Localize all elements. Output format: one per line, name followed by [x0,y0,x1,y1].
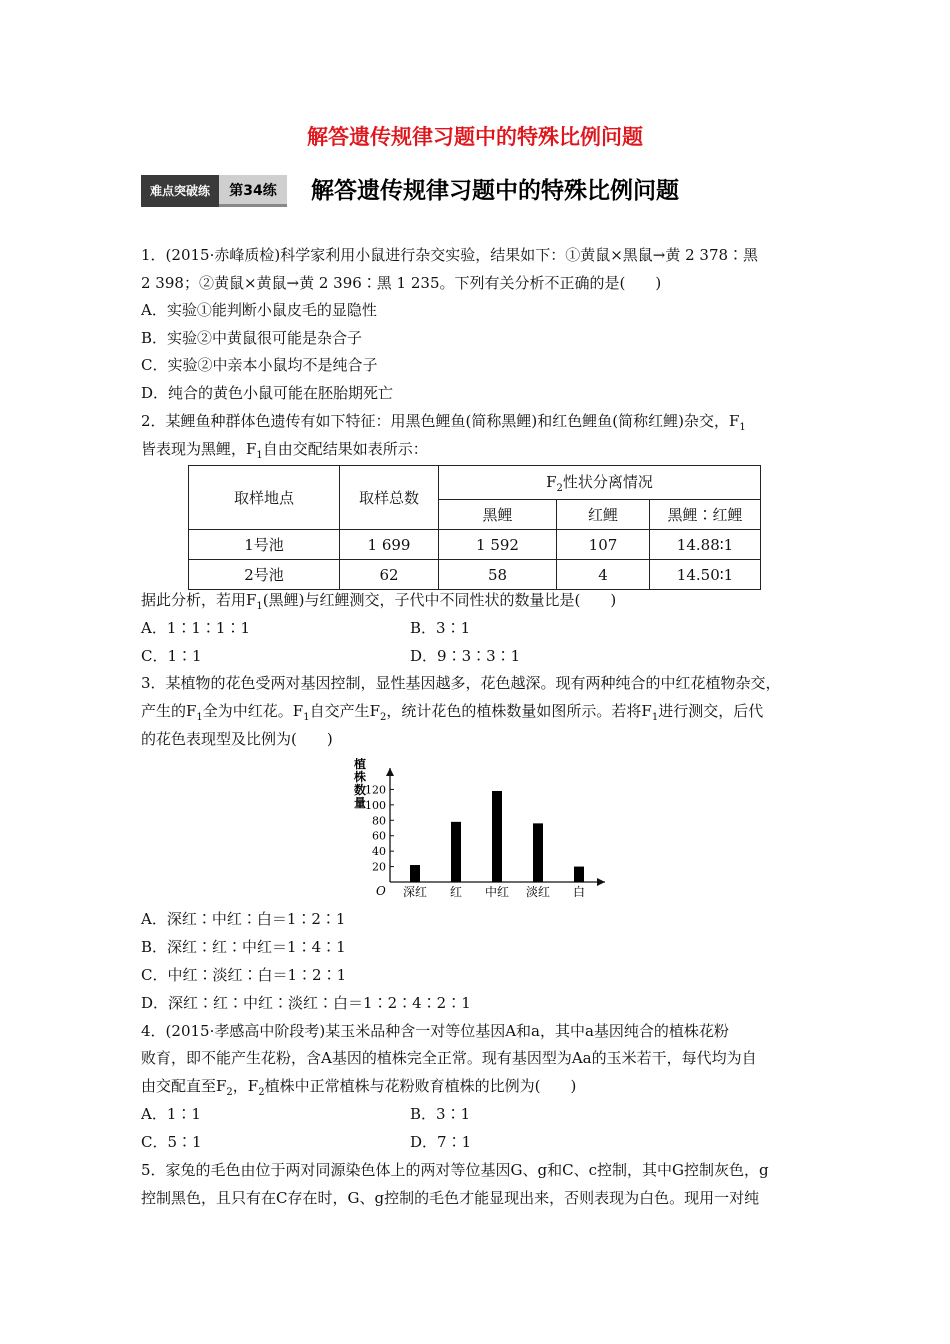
bar-0 [410,865,420,882]
banner-title: 解答遗传规律习题中的特殊比例问题 [311,178,679,204]
q3-option-b: B．深红∶红∶中红＝1∶4∶1 [141,938,346,956]
q2-option-d: D．9∶3∶3∶1 [410,647,521,665]
q3-option-c: C．中红∶淡红∶白＝1∶2∶1 [141,966,347,984]
q1-stem-line1: 1．(2015·赤峰质检)科学家利用小鼠进行杂交实验，结果如下：①黄鼠×黑鼠→黄 2 378∶黑 [141,246,759,264]
y-tick-label: 100 [365,798,386,812]
q2-option-c: C．1∶1 [141,647,202,665]
y-tick-label: 60 [372,829,386,843]
bar-1 [451,822,461,882]
th-total: 取样总数 [340,466,439,530]
exercise-banner [141,175,741,207]
y-axis-arrow [386,768,394,776]
q1-option-b: B．实验②中黄鼠很可能是杂合子 [141,329,363,347]
q2-option-a: A．1∶1∶1∶1 [141,619,251,637]
y-tick-label: 20 [372,860,386,874]
q4-stem-line2: 败育，即不能产生花粉，含A基因的植株完全正常。现有基因型为Aa的玉米若干，每代均为自 [141,1049,757,1067]
th-red: 红鲤 [557,500,650,530]
y-tick-label: 120 [365,783,386,797]
q5-stem-line2: 控制黑色，且只有在C存在时，G、g控制的毛色才能显现出来，否则表现为白色。现用一对纯 [141,1189,760,1207]
page-title: 解答遗传规律习题中的特殊比例问题 [307,125,643,149]
q3-option-d: D．深红∶红∶中红∶淡红∶白＝1∶2∶4∶2∶1 [141,994,471,1012]
q2-stem-line2: 皆表现为黑鲤，$F_1$自由交配结果如表所示： [141,440,428,461]
x-tick-label: 白 [572,885,586,899]
x-tick-label: 淡红 [525,885,551,899]
bar-4 [574,867,584,882]
q5-stem-line1: 5．家兔的毛色由位于两对同源染色体上的两对等位基因G、g和C、c控制，其中G控制灰色，g [141,1161,769,1179]
x-tick-label: 中红 [484,885,510,899]
th-f2: $F_2$性状分离情况 [439,466,761,500]
y-tick-label: 40 [372,845,386,859]
q3-stem-line2: 产生的$F_1$全为中红花。$F_1$自交产生$F_2$，统计花色的植株数量如图所示。若将$F_1$进行测交，后代 [141,702,764,723]
bar-3 [533,823,543,882]
q1-stem-line2: 2 398；②黄鼠×黄鼠→黄 2 396∶黑 1 235。下列有关分析不正确的是( ) [141,274,662,292]
q2-option-b: B．3∶1 [410,619,471,637]
y-tick-label: 80 [372,814,386,828]
table-row: 2号池 62 58 4 14.50∶1 [189,560,761,590]
th-ratio: 黑鲤∶红鲤 [650,500,761,530]
flower-color-bar-chart [340,758,612,904]
q4-option-d: D．7∶1 [410,1133,472,1151]
section-tag: 难点突破练 [141,175,219,207]
exercise-number-tag: 第34练 [219,175,287,207]
q3-option-a: A．深红∶中红∶白＝1∶2∶1 [141,910,346,928]
table-row: 1号池 1 699 1 592 107 14.88∶1 [189,530,761,560]
carp-data-table [188,465,761,590]
q4-option-a: A．1∶1 [141,1105,201,1123]
y-axis-label: 植株数量 [354,758,367,810]
bar-2 [492,791,502,882]
origin-label: O [376,884,386,898]
q1-option-a: A．实验①能判断小鼠皮毛的显隐性 [141,301,377,319]
x-tick-label: 红 [449,885,463,899]
q4-stem-line3: 由交配直至$F_2$，$F_2$植株中正常植株与花粉败育植株的比例为( ) [141,1077,577,1098]
q2-stem-line1: 2．某鲤鱼种群体色遗传有如下特征：用黑色鲤鱼(简称黑鲤)和红色鲤鱼(简称红鲤)杂交，$F_1$ [141,412,746,433]
q4-stem-line1: 4．(2015·孝感高中阶段考)某玉米品种含一对等位基因A和a，其中a基因纯合的植株花粉 [141,1022,729,1040]
q3-stem-line1: 3．某植物的花色受两对基因控制，显性基因越多，花色越深。现有两种纯合的中红花植物杂交， [141,674,781,692]
q4-option-b: B．3∶1 [410,1105,471,1123]
th-location: 取样地点 [189,466,340,530]
x-axis-arrow [597,878,605,886]
q1-option-d: D．纯合的黄色小鼠可能在胚胎期死亡 [141,384,394,402]
q4-option-c: C．5∶1 [141,1133,202,1151]
x-tick-label: 深红 [402,885,428,899]
q2-question: 据此分析，若用$F_1$(黑鲤)与红鲤测交，子代中不同性状的数量比是( ) [141,591,617,612]
q3-stem-line3: 的花色表现型及比例为( ) [141,730,333,748]
q1-option-c: C．实验②中亲本小鼠均不是纯合子 [141,356,378,374]
th-black: 黑鲤 [439,500,557,530]
